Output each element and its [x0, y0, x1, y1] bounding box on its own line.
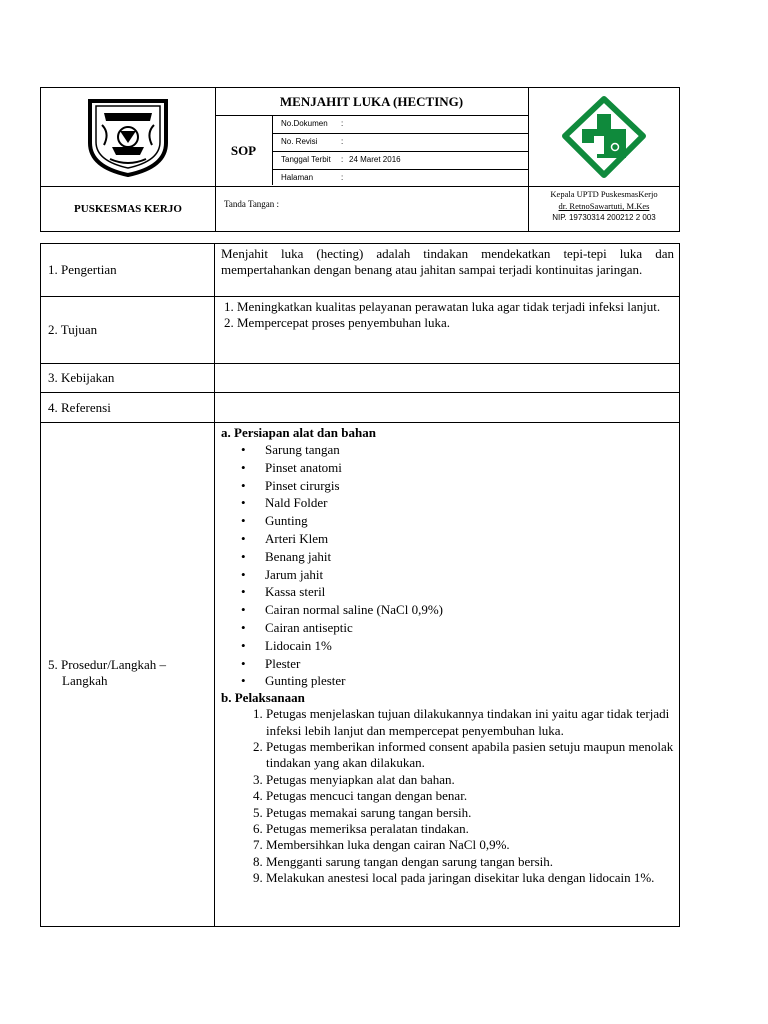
meta-no-dokumen: No.Dokumen : [281, 119, 344, 128]
head-name: dr. RetnoSawartuti, M.Kes [558, 201, 650, 211]
label-kebijakan: 3. Kebijakan [41, 364, 215, 392]
label-prosedur: 5. Prosedur/Langkah – Langkah [41, 423, 215, 926]
list-item: • Sarung tangan [265, 441, 674, 459]
list-item: • Gunting [265, 512, 674, 530]
meta-halaman: Halaman : [281, 173, 344, 182]
puskesmas-logo [528, 88, 680, 186]
tujuan-list [221, 299, 674, 331]
head-nip: NIP. 19730314 200212 2 003 [552, 213, 656, 222]
institution-name: PUSKESMAS KERJO [74, 203, 182, 215]
pelaksanaan-heading: b. Pelaksanaan [221, 690, 305, 706]
label-pengertian: 1. Pengertian [41, 244, 215, 296]
list-item: 4. Petugas mencuci tangan dengan benar. [266, 788, 674, 804]
list-item: • Jarum jahit [265, 566, 674, 584]
list-item: • Pinset anatomi [265, 459, 674, 477]
list-item: • Gunting plester [265, 672, 674, 690]
alat-list [221, 441, 674, 690]
row-referensi [41, 393, 679, 423]
list-item: • Pinset cirurgis [265, 477, 674, 495]
list-item: 5. Petugas memakai sarung tangan bersih. [266, 805, 674, 821]
list-item: • Cairan normal saline (NaCl 0,9%) [265, 601, 674, 619]
list-item: • Arteri Klem [265, 530, 674, 548]
list-item: 3. Petugas menyiapkan alat dan bahan. [266, 772, 674, 788]
list-item: • Nald Folder [265, 494, 674, 512]
sop-content-table [40, 243, 680, 927]
list-item: 2. Petugas memberikan informed consent apabila pasien setuju maupun menolak tindakan yang akan dilakukan. [266, 739, 674, 772]
list-item: • Cairan antiseptic [265, 619, 674, 637]
label-referensi: 4. Referensi [41, 393, 215, 422]
row-pengertian [41, 244, 679, 297]
row-kebijakan [41, 364, 679, 393]
list-item: 7. Membersihkan luka dengan cairan NaCl 0,9%. [266, 837, 674, 853]
list-item: • Plester [265, 655, 674, 673]
list-item: 1. Meningkatkan kualitas pelayanan perawatan luka agar tidak terjadi infeksi lanjut. [237, 299, 674, 315]
list-item: • Kassa steril [265, 583, 674, 601]
persiapan-heading: a. Persiapan alat dan bahan [221, 425, 376, 440]
meta-no-revisi: No. Revisi : [281, 137, 344, 146]
head-title: Kepala UPTD PuskesmasKerjo [550, 189, 658, 199]
meta-tanggal-terbit: Tanggal Terbit : 24 Maret 2016 [281, 155, 401, 164]
list-item: 8. Mengganti sarung tangan dengan sarung tangan bersih. [266, 854, 674, 870]
document-title: MENJAHIT LUKA (HECTING) [279, 93, 464, 109]
list-item: • Benang jahit [265, 548, 674, 566]
signature-label: Tanda Tangan : [224, 199, 280, 209]
row-prosedur [41, 423, 679, 926]
sop-label: SOP [230, 142, 257, 158]
head-signature-block [528, 186, 680, 232]
langkah-list [221, 706, 674, 886]
list-item: • Lidocain 1% [265, 637, 674, 655]
label-tujuan: 2. Tujuan [41, 297, 215, 363]
row-tujuan [41, 297, 679, 364]
list-item: 9. Melakukan anestesi local pada jaringan disekitar luka dengan lidocain 1%. [266, 870, 674, 886]
list-item: 2. Mempercepat proses penyembuhan luka. [237, 315, 674, 331]
regency-emblem-logo [41, 88, 215, 186]
document-header [40, 87, 680, 232]
prosedur-content [215, 423, 679, 926]
text-pengertian: Menjahit luka (hecting) adalah tindakan mendekatkan tepi-tepi luka dan mempertahankan dengan benang atau jahitan sampai terjadi kontinuitas jaringan. [221, 246, 674, 277]
list-item: 1. Petugas menjelaskan tujuan dilakukannya tindakan ini yaitu agar tidak terjadi infeksi lebih lanjut dan mempercepat penyembuhan luka. [266, 706, 674, 739]
list-item: 6. Petugas memeriksa peralatan tindakan. [266, 821, 674, 837]
